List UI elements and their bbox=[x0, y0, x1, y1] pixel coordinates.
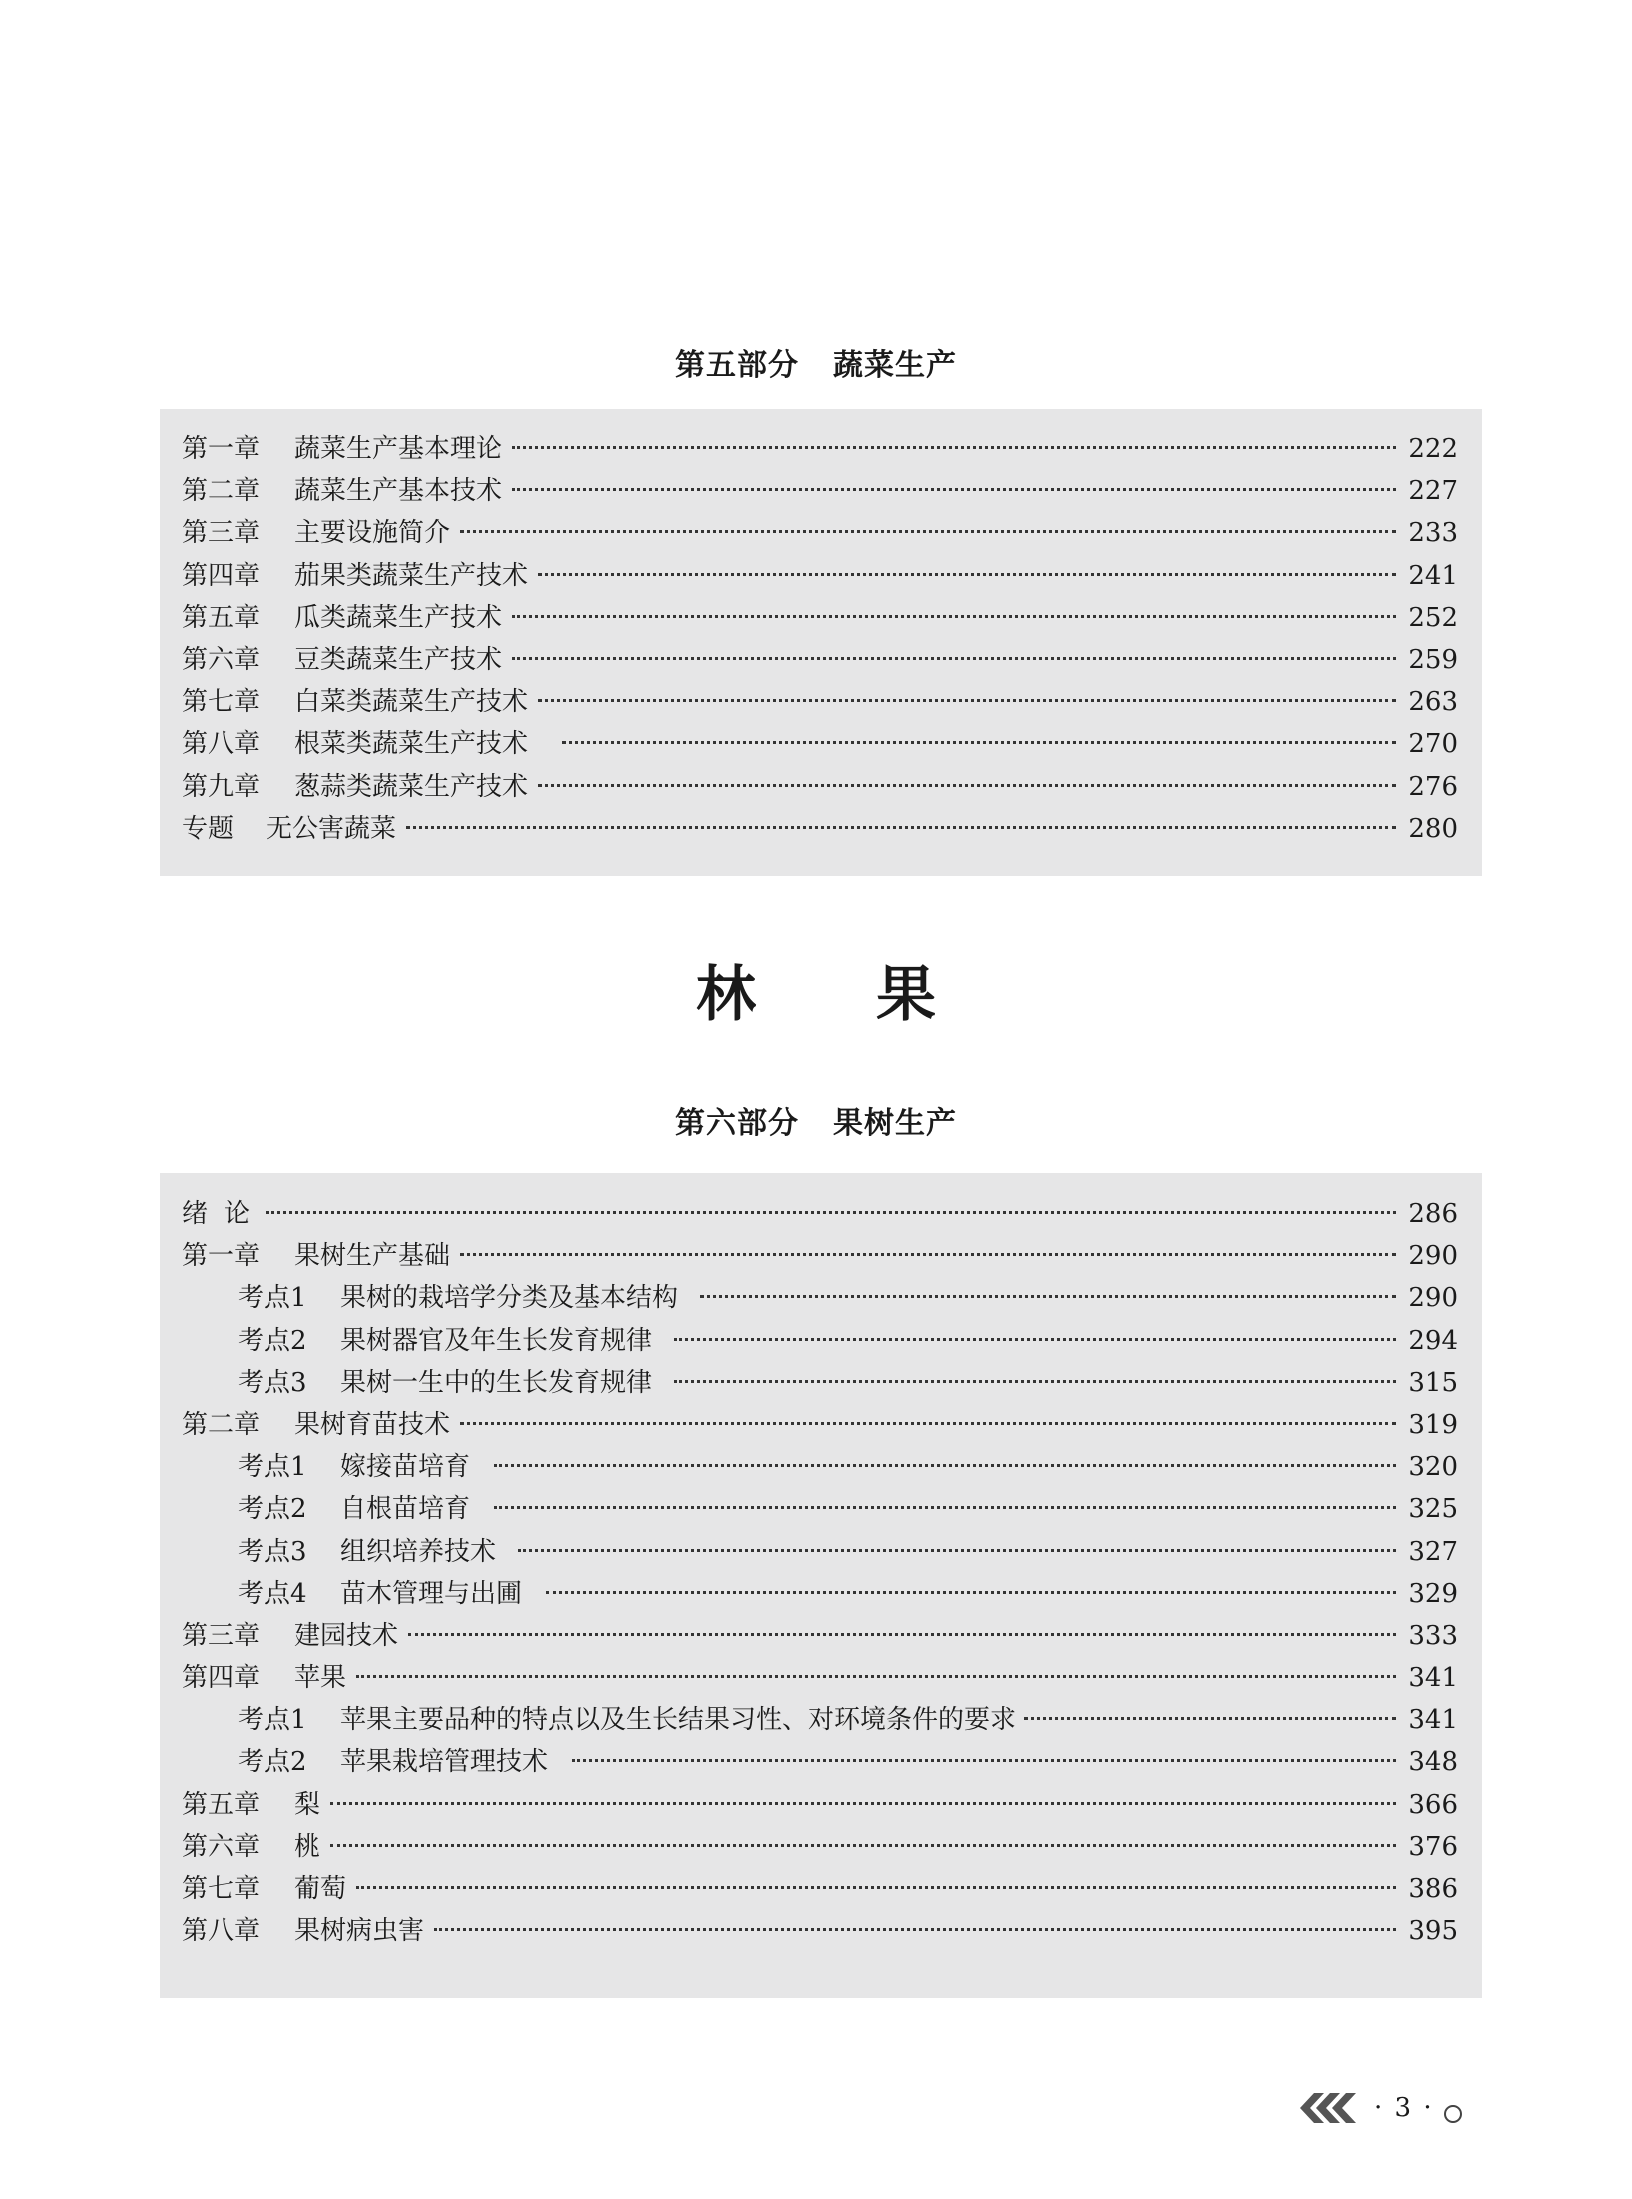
part6-title: 果树生产 bbox=[833, 1106, 957, 1141]
triple-chevron-left-icon bbox=[1300, 2093, 1364, 2123]
toc-entry[interactable] bbox=[182, 723, 1458, 765]
toc-entry[interactable] bbox=[182, 1277, 1458, 1319]
toc-leader-dots bbox=[512, 488, 1396, 491]
toc-entry-page: 294 bbox=[1408, 1325, 1458, 1356]
toc-entry[interactable] bbox=[182, 1320, 1458, 1362]
toc-entry[interactable] bbox=[182, 428, 1458, 470]
toc-leader-dots bbox=[562, 741, 1396, 744]
toc-leader-dots bbox=[406, 826, 1396, 829]
page-number: · 3 · bbox=[1374, 2093, 1434, 2123]
toc-entry-label: 白菜类蔬菜生产技术 bbox=[294, 687, 529, 718]
toc-leader-dots bbox=[512, 615, 1396, 618]
toc-entry-number: 考点1 bbox=[238, 1705, 307, 1736]
toc-entry-number: 第五章 bbox=[182, 602, 261, 633]
toc-entry-page: 280 bbox=[1408, 813, 1458, 844]
toc-entry-page: 259 bbox=[1408, 644, 1458, 675]
toc-entry-label: 茄果类蔬菜生产技术 bbox=[294, 560, 529, 591]
toc-entry-page: 327 bbox=[1408, 1536, 1458, 1567]
toc-entry-number: 考点2 bbox=[238, 1747, 307, 1778]
toc-entry-number: 第八章 bbox=[182, 729, 261, 760]
toc-entry-page: 376 bbox=[1408, 1831, 1458, 1862]
toc-entry-number: 第三章 bbox=[182, 518, 261, 549]
toc-entry-page: 319 bbox=[1408, 1409, 1458, 1440]
toc-entry-page: 315 bbox=[1408, 1367, 1458, 1398]
toc-leader-dots bbox=[512, 446, 1396, 449]
toc-entry[interactable] bbox=[182, 597, 1458, 639]
toc-entry-number: 绪论 bbox=[182, 1199, 267, 1229]
section-heading-char-1: 林 bbox=[696, 960, 756, 1030]
toc-leader-dots bbox=[572, 1759, 1396, 1762]
toc-entry-number: 第七章 bbox=[182, 1874, 261, 1904]
toc-entry-label: 苹果主要品种的特点以及生长结果习性、对环境条件的要求 bbox=[340, 1705, 1017, 1736]
toc-leader-dots bbox=[408, 1633, 1396, 1636]
toc-entry-page: 341 bbox=[1408, 1705, 1458, 1736]
toc-entry[interactable] bbox=[182, 1657, 1458, 1699]
toc-entry-page: 341 bbox=[1408, 1663, 1458, 1694]
toc-leader-dots bbox=[518, 1549, 1396, 1552]
toc-entry-page: 241 bbox=[1408, 560, 1458, 591]
toc-entry-number: 第二章 bbox=[182, 476, 261, 507]
toc-entry[interactable] bbox=[182, 1784, 1458, 1826]
toc-entry[interactable] bbox=[182, 1868, 1458, 1910]
toc-entry-page: 320 bbox=[1408, 1452, 1458, 1483]
toc-entry-page: 329 bbox=[1408, 1578, 1458, 1609]
toc-entry-number: 第一章 bbox=[182, 1241, 261, 1272]
toc-entry-number: 第四章 bbox=[182, 560, 261, 591]
toc-entry-label: 葱蒜类蔬菜生产技术 bbox=[294, 771, 529, 802]
part6-number: 第六部分 bbox=[675, 1106, 799, 1141]
toc-leader-dots bbox=[538, 784, 1396, 787]
toc-entry-label: 豆类蔬菜生产技术 bbox=[294, 644, 503, 675]
toc-entry-number: 专题 bbox=[182, 813, 235, 844]
toc-entry[interactable] bbox=[182, 1488, 1458, 1530]
toc-entry-label: 苹果栽培管理技术 bbox=[340, 1747, 549, 1778]
toc-leader-dots bbox=[546, 1591, 1396, 1594]
toc-entry-page: 386 bbox=[1408, 1874, 1458, 1904]
toc-entry-page: 290 bbox=[1408, 1241, 1458, 1272]
toc-entry-label: 果树病虫害 bbox=[294, 1916, 425, 1947]
toc-leader-dots bbox=[674, 1338, 1396, 1341]
toc-entry-page: 286 bbox=[1408, 1199, 1458, 1229]
toc-leader-dots bbox=[512, 657, 1396, 660]
toc-leader-dots bbox=[674, 1380, 1396, 1383]
toc-entry[interactable] bbox=[182, 808, 1458, 850]
toc-entry-label: 果树生产基础 bbox=[294, 1241, 451, 1272]
toc-entry-number: 第九章 bbox=[182, 771, 261, 802]
toc-entry-number: 考点1 bbox=[238, 1452, 307, 1483]
toc-entry-label: 蔬菜生产基本理论 bbox=[294, 434, 503, 464]
toc-entry-number: 考点2 bbox=[238, 1494, 307, 1525]
toc-entry[interactable] bbox=[182, 1446, 1458, 1488]
toc-entry[interactable] bbox=[182, 1193, 1458, 1235]
toc-entry-page: 290 bbox=[1408, 1283, 1458, 1314]
circle-outline-icon bbox=[1444, 2105, 1462, 2123]
toc-entry-number: 第六章 bbox=[182, 1831, 261, 1862]
toc-entry-page: 348 bbox=[1408, 1747, 1458, 1778]
toc-entry-label: 组织培养技术 bbox=[340, 1536, 497, 1567]
toc-entry-number: 第三章 bbox=[182, 1620, 261, 1651]
toc-leader-dots bbox=[460, 1253, 1396, 1256]
part5-heading bbox=[0, 340, 1632, 384]
section-heading-char-2: 果 bbox=[876, 960, 936, 1030]
toc-entry-page: 227 bbox=[1408, 476, 1458, 507]
toc-leader-dots bbox=[700, 1295, 1396, 1298]
toc-leader-dots bbox=[460, 530, 1396, 533]
toc-entry-label: 桃 bbox=[294, 1831, 321, 1862]
toc-entry-label: 果树器官及年生长发育规律 bbox=[340, 1325, 653, 1356]
toc-leader-dots bbox=[494, 1506, 1396, 1509]
toc-entry-page: 270 bbox=[1408, 729, 1458, 760]
toc-entry-page: 222 bbox=[1408, 434, 1458, 464]
toc-entry-page: 276 bbox=[1408, 771, 1458, 802]
toc-entry-number: 考点4 bbox=[238, 1578, 307, 1609]
toc-entry[interactable] bbox=[182, 512, 1458, 554]
toc-entry-label: 苹果 bbox=[294, 1663, 347, 1694]
toc-entry[interactable] bbox=[182, 1404, 1458, 1446]
toc-leader-dots bbox=[1024, 1717, 1396, 1720]
toc-entry-label: 自根苗培育 bbox=[340, 1494, 471, 1525]
part5-toc bbox=[160, 409, 1482, 876]
section-heading bbox=[0, 960, 1632, 1030]
toc-entry-page: 333 bbox=[1408, 1620, 1458, 1651]
toc-leader-dots bbox=[356, 1675, 1396, 1678]
toc-entry[interactable] bbox=[182, 639, 1458, 681]
toc-entry-number: 考点3 bbox=[238, 1367, 307, 1398]
toc-entry[interactable] bbox=[182, 1573, 1458, 1615]
toc-entry-number: 第七章 bbox=[182, 687, 261, 718]
toc-leader-dots bbox=[356, 1886, 1396, 1889]
toc-entry-label: 葡萄 bbox=[294, 1874, 347, 1904]
toc-entry[interactable] bbox=[182, 555, 1458, 597]
part5-number: 第五部分 bbox=[675, 348, 799, 383]
toc-entry-page: 366 bbox=[1408, 1789, 1458, 1820]
toc-entry[interactable] bbox=[182, 1910, 1458, 1952]
toc-entry[interactable] bbox=[182, 681, 1458, 723]
toc-entry-label: 嫁接苗培育 bbox=[340, 1452, 471, 1483]
toc-leader-dots bbox=[494, 1464, 1396, 1467]
toc-leader-dots bbox=[330, 1802, 1396, 1805]
toc-entry[interactable] bbox=[182, 1826, 1458, 1868]
toc-entry-number: 第四章 bbox=[182, 1663, 261, 1694]
toc-entry-label: 苗木管理与出圃 bbox=[340, 1578, 523, 1609]
toc-entry-label: 果树一生中的生长发育规律 bbox=[340, 1367, 653, 1398]
toc-entry-label: 根菜类蔬菜生产技术 bbox=[294, 729, 529, 760]
toc-leader-dots bbox=[266, 1211, 1396, 1214]
toc-entry-page: 325 bbox=[1408, 1494, 1458, 1525]
toc-entry[interactable] bbox=[182, 1699, 1458, 1741]
toc-entry-number: 考点3 bbox=[238, 1536, 307, 1567]
toc-entry-label: 无公害蔬菜 bbox=[266, 813, 397, 844]
toc-entry-number: 第八章 bbox=[182, 1916, 261, 1947]
toc-leader-dots bbox=[330, 1844, 1396, 1847]
toc-entry[interactable] bbox=[182, 766, 1458, 808]
toc-entry[interactable] bbox=[182, 1741, 1458, 1783]
toc-entry-number: 第六章 bbox=[182, 644, 261, 675]
page-footer bbox=[1300, 2088, 1462, 2128]
toc-entry-number: 考点1 bbox=[238, 1283, 307, 1314]
toc-entry-label: 果树育苗技术 bbox=[294, 1409, 451, 1440]
toc-entry-label: 蔬菜生产基本技术 bbox=[294, 476, 503, 507]
toc-leader-dots bbox=[434, 1928, 1396, 1931]
part6-heading bbox=[0, 1098, 1632, 1142]
toc-entry-number: 考点2 bbox=[238, 1325, 307, 1356]
toc-leader-dots bbox=[460, 1422, 1396, 1425]
toc-entry-label: 果树的栽培学分类及基本结构 bbox=[340, 1283, 679, 1314]
toc-entry[interactable] bbox=[182, 1362, 1458, 1404]
toc-entry-number: 第二章 bbox=[182, 1409, 261, 1440]
toc-entry-number: 第五章 bbox=[182, 1789, 261, 1820]
toc-entry-number: 第一章 bbox=[182, 434, 261, 464]
part6-toc bbox=[160, 1173, 1482, 1998]
toc-entry[interactable] bbox=[182, 1615, 1458, 1657]
toc-entry-page: 395 bbox=[1408, 1916, 1458, 1947]
toc-entry-page: 252 bbox=[1408, 602, 1458, 633]
toc-entry-label: 主要设施简介 bbox=[294, 518, 451, 549]
part5-title: 蔬菜生产 bbox=[833, 348, 957, 383]
toc-entry-page: 233 bbox=[1408, 518, 1458, 549]
toc-entry[interactable] bbox=[182, 1235, 1458, 1277]
toc-entry-label: 建园技术 bbox=[294, 1620, 399, 1651]
toc-entry[interactable] bbox=[182, 1531, 1458, 1573]
toc-entry-label: 梨 bbox=[294, 1789, 321, 1820]
toc-entry-label: 瓜类蔬菜生产技术 bbox=[294, 602, 503, 633]
toc-leader-dots bbox=[538, 573, 1396, 576]
toc-leader-dots bbox=[538, 699, 1396, 702]
toc-entry[interactable] bbox=[182, 470, 1458, 512]
toc-entry-page: 263 bbox=[1408, 687, 1458, 718]
